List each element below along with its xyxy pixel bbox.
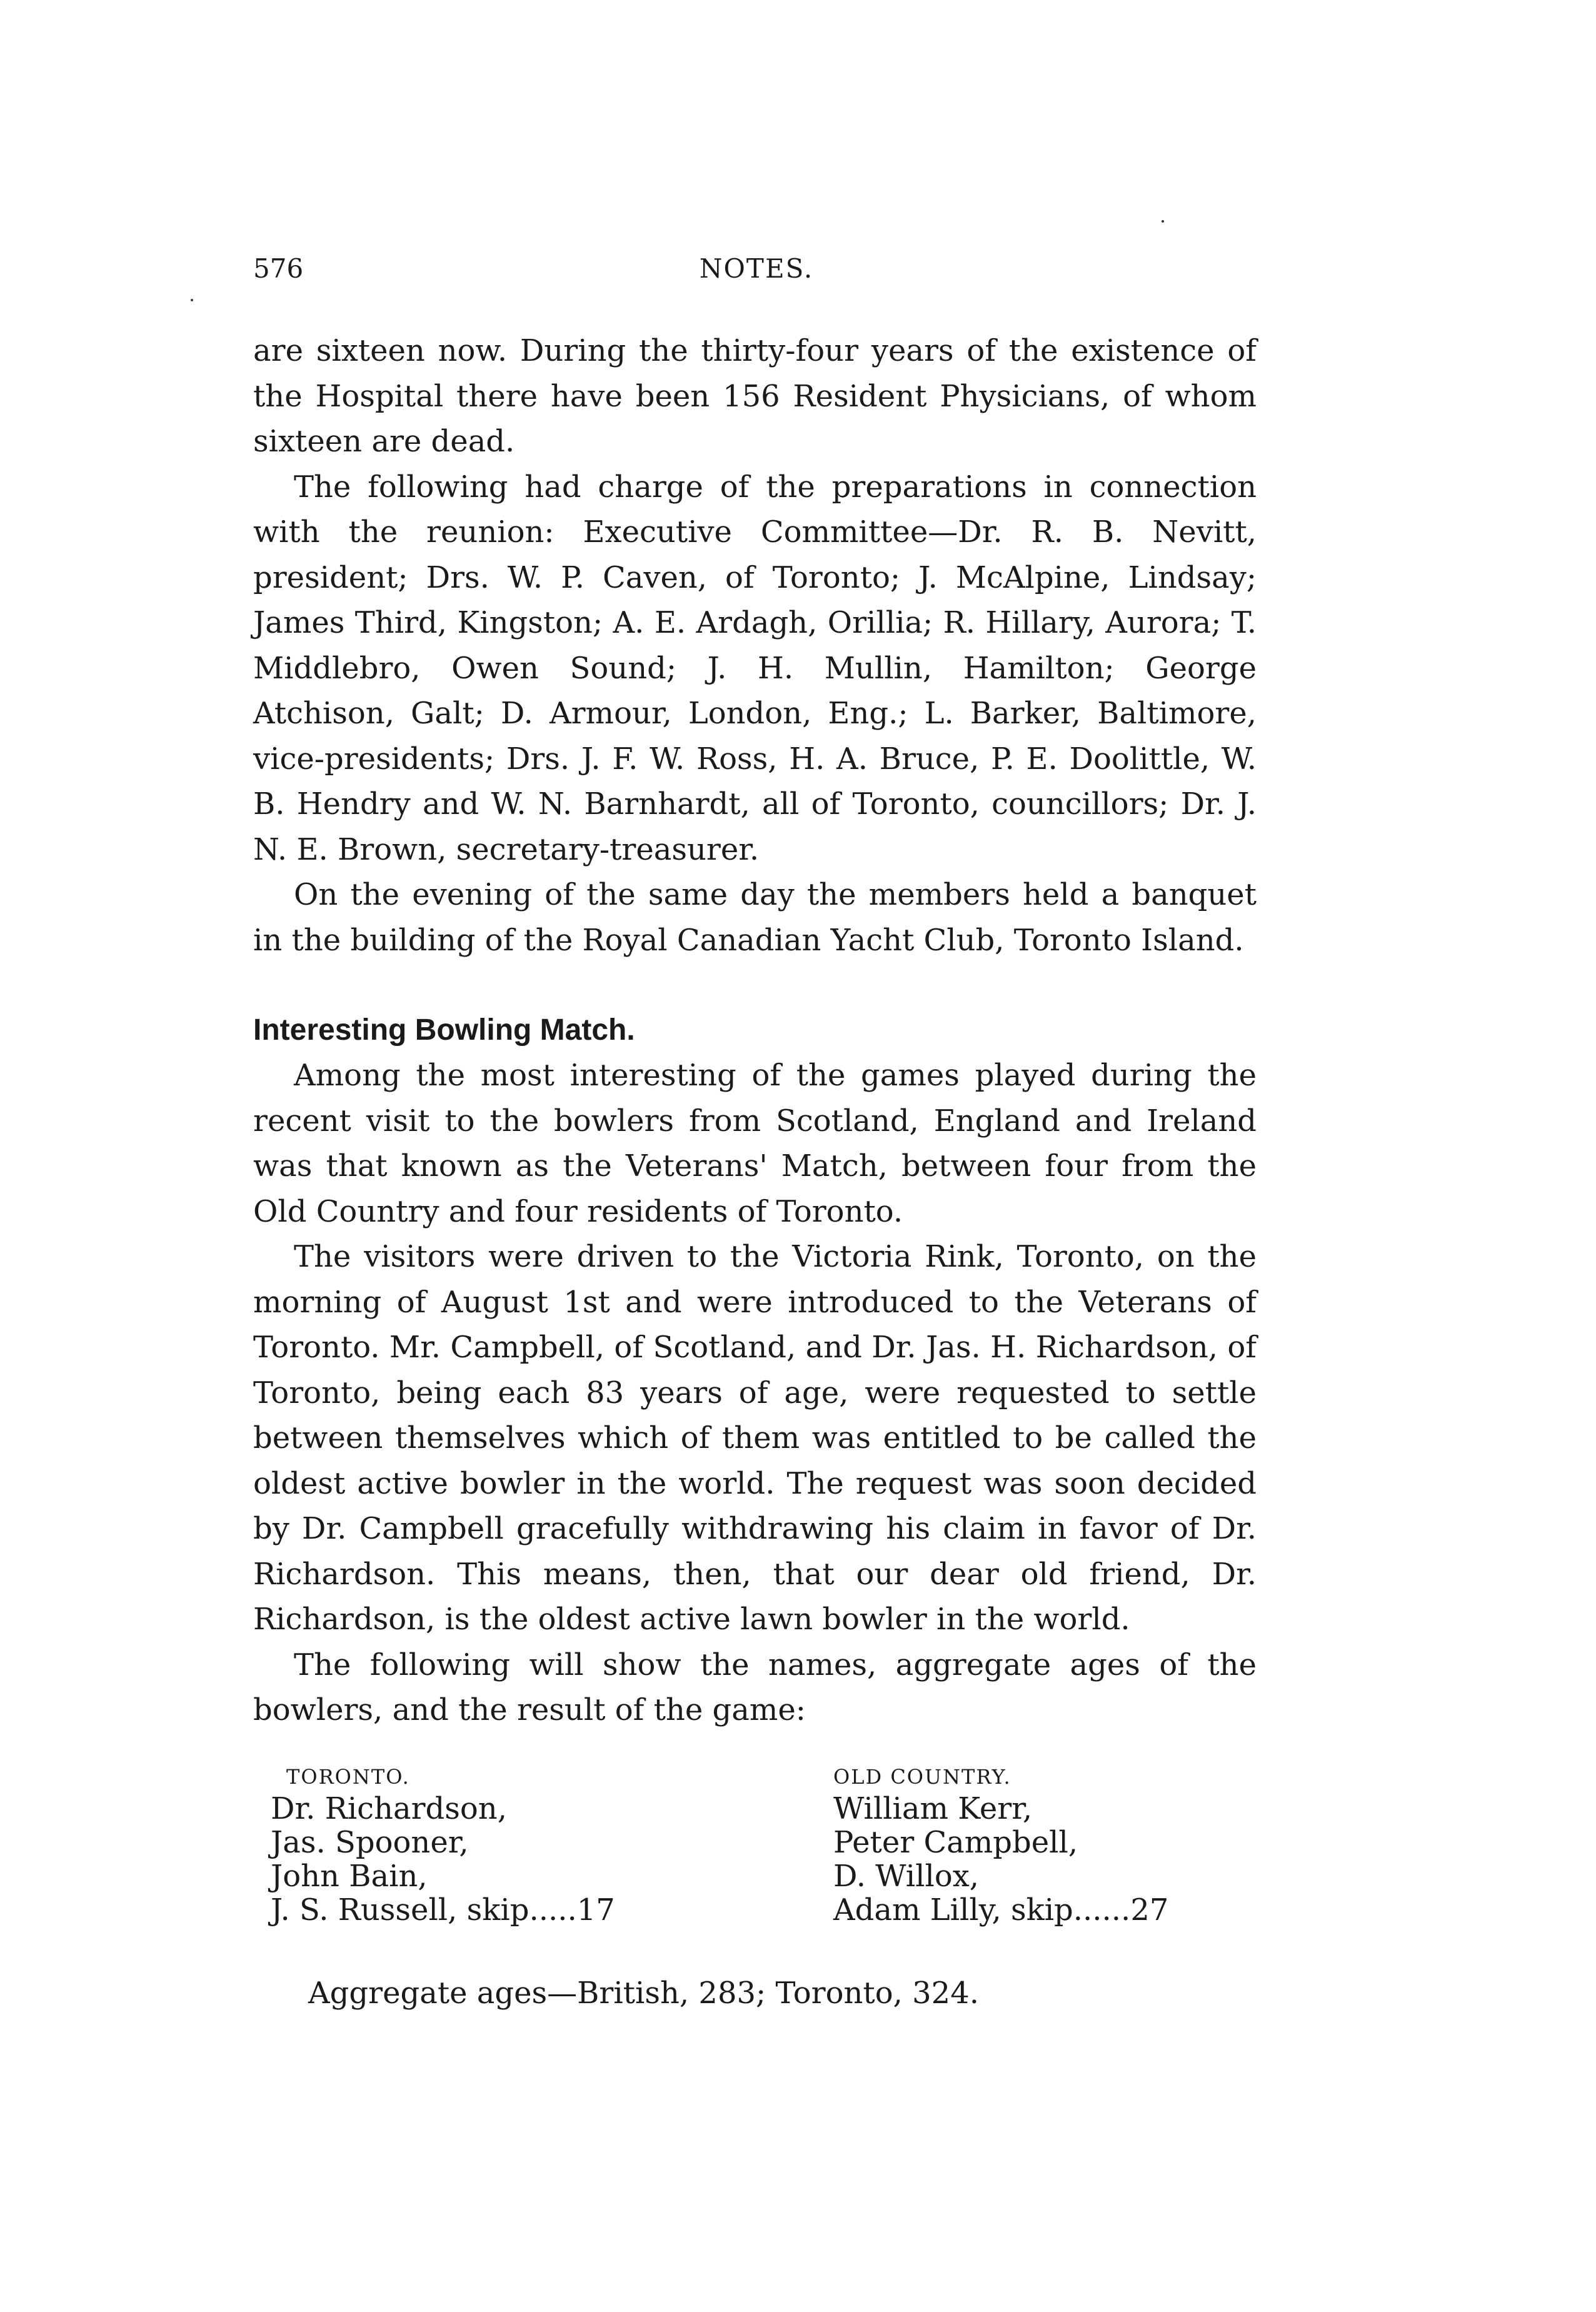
team-heading: OLD COUNTRY. <box>833 1764 1011 1789</box>
player-name: William Kerr, <box>833 1791 1033 1826</box>
player-name: Peter Campbell, <box>833 1824 1078 1860</box>
paragraph-committee: The following had charge of the preparations in connection with the reunion: Executive Committee—Dr. R. B. Nevitt, president; Drs. W. P. Caven, of Toronto; J. McAlpine, Lindsay; James Third, Kingston; A. E. Ardagh, Orillia; R. Hillary, Aurora; T. Middlebro, Owen Sound; J. H. Mullin, Hamilton; George Atchison, Galt; D. Armour, London, Eng.; L. Barker, Baltimore, vice-presidents; Drs. J. F. W. Ross, H. A. Bruce, P. E. Doolittle, W. B. Hendry and W. N. Barnhardt, all of Toronto, councillors; Dr. J. N. E. Brown, secretary-treasurer. <box>253 469 1257 867</box>
player-skip: J. S. Russell, skip.....17 <box>271 1892 615 1928</box>
page-number: 576 <box>253 253 304 284</box>
body-text <box>253 328 1257 2012</box>
header-title: NOTES. <box>699 253 814 284</box>
print-speck <box>191 299 193 301</box>
paragraph-banquet: On the evening of the same day the members held a banquet in the building of the Royal Canadian Yacht Club, Toronto Island. <box>253 877 1257 958</box>
toronto-team <box>271 1762 721 1927</box>
team-heading: TORONTO. <box>286 1764 410 1789</box>
paragraph-continuation: are sixteen now. During the thirty-four years of the existence of the Hospital there have been 156 Resident Physicians, of whom sixteen are dead. <box>253 333 1257 459</box>
aggregate-ages: Aggregate ages—British, 283; Toronto, 324. <box>308 1975 979 2011</box>
player-name: Jas. Spooner, <box>271 1824 469 1860</box>
print-speck <box>1162 220 1164 223</box>
section-heading: Interesting Bowling Match. <box>253 1013 635 1047</box>
running-head <box>253 253 1260 291</box>
player-name: John Bain, <box>271 1858 428 1894</box>
paragraph-results-intro: The following will show the names, aggregate ages of the bowlers, and the result of the game: <box>253 1647 1257 1727</box>
player-skip: Adam Lilly, skip......27 <box>833 1892 1169 1928</box>
player-name: D. Willox, <box>833 1858 980 1894</box>
old-country-team <box>833 1762 1258 1927</box>
paragraph-oldest-bowler: The visitors were driven to the Victoria Rink, Toronto, on the morning of August 1st and were introduced to the Veterans of Toronto. Mr. Campbell, of Scotland, and Dr. Jas. H. Richardson, of Toronto, being each 83 years of age, were requested to settle between themselves which of them was entitled to be called the oldest active bowler in the world. The request was soon decided by Dr. Campbell gracefully withdrawing his claim in favor of Dr. Richardson. This means, then, that our dear old friend, Dr. Richardson, is the oldest active lawn bowler in the world. <box>253 1239 1257 1637</box>
paragraph-bowling-intro: Among the most interesting of the games played during the recent visit to the bowlers from Scotland, England and Ireland was that known as the Veterans' Match, between four from the Old Country and four residents of Toronto. <box>253 1058 1257 1229</box>
match-results <box>253 1762 1257 1968</box>
player-name: Dr. Richardson, <box>271 1791 507 1826</box>
